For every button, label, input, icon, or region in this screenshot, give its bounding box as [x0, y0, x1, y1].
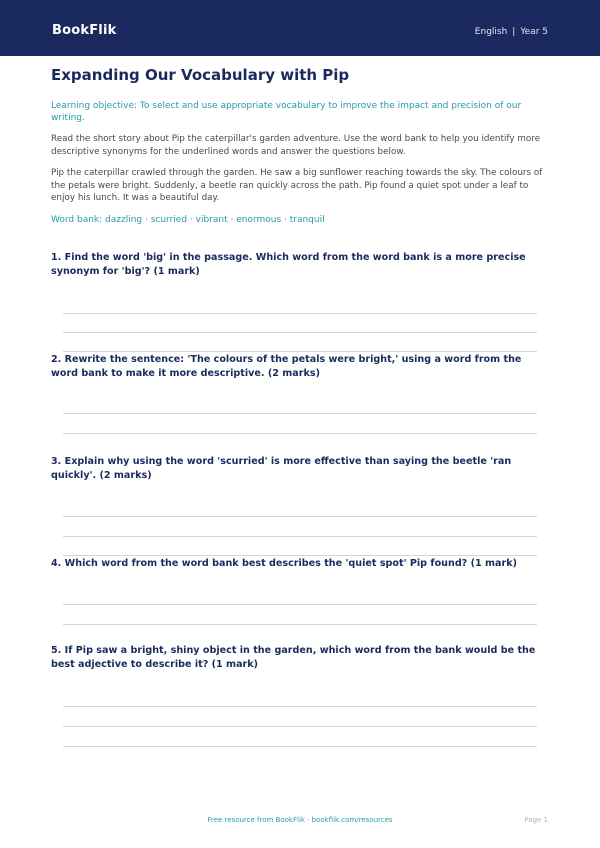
instructions: Read the short story about Pip the caterpillar's garden adventure. Use the word bank to help you identify more descriptive synonyms for the underlined words and answer the questions below.	[51, 134, 541, 157]
header-bar	[0, 0, 600, 56]
word-bank: Word bank: dazzling · scurried · vibrant · enormous · tranquil	[51, 214, 325, 225]
year-label: Year 5	[520, 27, 548, 37]
question-1: 1. Find the word 'big' in the passage. Which word from the word bank is a more precise synonym for 'big'? (1 mark)	[51, 252, 526, 277]
answer-line[interactable]	[63, 624, 537, 625]
worksheet-intro	[51, 66, 551, 225]
subject-label: English	[474, 27, 508, 37]
story-passage: Pip the caterpillar crawled through the garden. He saw a big sunflower reaching towards the sky. The colours of the petals were bright. Suddenly, a beetle ran quickly across the path. Pip found a quiet spot under a leaf to enjoy his lunch. It was a beautiful day.	[51, 168, 543, 203]
answer-line[interactable]	[63, 604, 537, 605]
learning-objective: Learning objective: To select and use appropriate vocabulary to improve the impact and precision of our writing.	[51, 101, 522, 123]
answer-line[interactable]	[63, 536, 537, 537]
footer-credit[interactable]: Free resource from BookFlik · bookflik.com/resources	[207, 816, 393, 824]
page-number: Page 1	[524, 816, 548, 824]
question-4: 4. Which word from the word bank best describes the 'quiet spot' Pip found? (1 mark)	[51, 558, 517, 569]
answer-line[interactable]	[63, 555, 537, 556]
question-5: 5. If Pip saw a bright, shiny object in the garden, which word from the bank would be the best adjective to describe it? (1 mark)	[51, 645, 536, 670]
answer-line[interactable]	[63, 332, 537, 333]
footer	[0, 816, 600, 830]
subject-year	[475, 27, 548, 37]
question-2: 2. Rewrite the sentence: 'The colours of the petals were bright,' using a word from the word bank to make it more descriptive. (2 marks)	[51, 354, 522, 379]
question-3: 3. Explain why using the word 'scurried' is more effective than saying the beetle 'ran quickly'. (2 marks)	[51, 456, 512, 481]
meta-separator: |	[512, 27, 516, 37]
answer-line[interactable]	[63, 746, 537, 747]
answer-line[interactable]	[63, 726, 537, 727]
answer-line[interactable]	[63, 313, 537, 314]
answer-line[interactable]	[63, 351, 537, 352]
answer-line[interactable]	[63, 433, 537, 434]
page-title: Expanding Our Vocabulary with Pip	[51, 66, 350, 84]
answer-line[interactable]	[63, 516, 537, 517]
answer-line[interactable]	[63, 706, 537, 707]
answer-line[interactable]	[63, 413, 537, 414]
brand-logo[interactable]: BookFlik	[52, 23, 117, 38]
